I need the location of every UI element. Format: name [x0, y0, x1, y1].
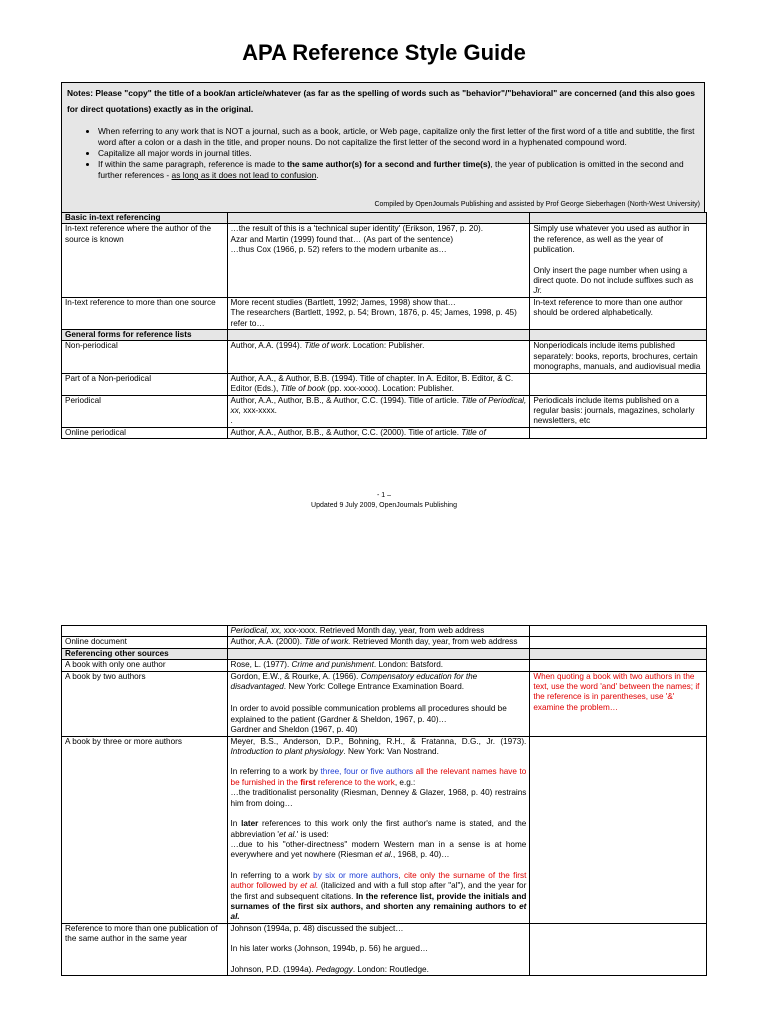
row-example: Author, A.A., Author, B.B., & Author, C.C. (2000). Title of article. Title of: [227, 427, 530, 438]
table-row: [62, 626, 707, 637]
row-example: Johnson (1994a, p. 48) discussed the subject… In his later works (Johnson, 1994b, p. 56) he argued… Johnson, P.D. (1994a). Pedagogy. London: Routledge.: [227, 923, 530, 975]
table-row: [62, 923, 707, 975]
row-label: Online document: [62, 637, 228, 648]
section-header-row: [62, 648, 707, 659]
row-note: In-text reference to more than one author should be ordered alphabetically.: [530, 297, 707, 329]
page-footer: [0, 491, 768, 511]
notes-bullets: [67, 126, 699, 181]
row-example: Author, A.A., Author, B.B., & Author, C.C. (1994). Title of article. Title of Periodical, xx, xxx-xxxx. .: [227, 395, 530, 427]
page-title: APA Reference Style Guide: [242, 40, 526, 65]
row-example: Meyer, B.S., Anderson, D.P., Bohning, R.H., & Fratanna, D.G., Jr. (1973). Introduction to plant physiology. New York: Van Nostrand. In referring to a work by three, four or five authors all the relevant names have to be furnished in the first reference to the work, e.g.: …the traditionalist personality (Riesman, Denney & Glazer, 1968, p. 40) restrains him from doing… In later references to this work only the first author's name is stated, and the abbreviation 'et al.' is used: …due to his "other-directness" modern Western man in a sense is at home everywhere and yet nowhere (Riesman et al., 1968, p. 40)… In referring to a work by six or more authors, cite only the surname of the first author followed by et al. (italicized and with a full stop after "al"), and the year for the first and subsequent citations. In the reference list, provide the initials and surnames of the first six authors, and shorten any remaining authors to et al.: [227, 736, 530, 923]
table-row: [62, 297, 707, 329]
row-example: Author, A.A., & Author, B.B. (1994). Title of chapter. In A. Editor, B. Editor, & C. Editor (Eds.), Title of book (pp. xxx-xxxx). Location: Publisher.: [227, 373, 530, 395]
row-example: More recent studies (Bartlett, 1992; James, 1998) show that… The researchers (Bartlett, 1992, p. 54; Brown, 1876, p. 45; James, 1998, p. 45) refer to…: [227, 297, 530, 329]
row-label: Reference to more than one publication of the same author in the same year: [62, 923, 228, 975]
table-row: [62, 736, 707, 923]
row-label: Part of a Non-periodical: [62, 373, 228, 395]
table-row: [62, 395, 707, 427]
notes-box: [61, 82, 705, 213]
notes-bullet: • Capitalize all major words in journal titles.: [98, 148, 699, 159]
table-row: [62, 373, 707, 395]
updated-note: Updated 9 July 2009, OpenJournals Publishing: [311, 502, 457, 509]
row-label: Online periodical: [62, 427, 228, 438]
notes-bullet: • When referring to any work that is NOT a journal, such as a book, article, or Web page, capitalize only the first letter of the first word of a title and subtitle, the first word after a colon or a dash in the title, and proper nouns. Do not capitalize the first letter of the second word in a hyphenated compound word.: [98, 126, 699, 148]
row-example: Rose, L. (1977). Crime and punishment. London: Batsford.: [227, 660, 530, 671]
section-header-row: [62, 213, 707, 224]
row-label: Periodical: [62, 395, 228, 427]
section-header: Referencing other sources: [62, 648, 228, 659]
notes-heading: Notes: Please "copy" the title of a book/an article/whatever (as far as the spelling of words such as "behavior"/"behavioral" are concerned (and this also goes for direct quotations) exactly as in the original.: [67, 88, 695, 114]
notes-bullet: • If within the same paragraph, reference is made to the same author(s) for a second and further time(s), the year of publication is omitted in the second and further references - as long as it does not lead to confusion.: [98, 159, 699, 181]
row-label: Non-periodical: [62, 341, 228, 373]
row-example: Author, A.A. (2000). Title of work. Retrieved Month day, year, from web address: [227, 637, 530, 648]
row-label: A book with only one author: [62, 660, 228, 671]
row-example: Author, A.A. (1994). Title of work. Location: Publisher.: [227, 341, 530, 373]
row-note: When quoting a book with two authors in the text, use the word 'and' between the names; if the reference is in parentheses, use '&' examine the problem…: [530, 671, 707, 736]
table-row: [62, 224, 707, 297]
row-example: Gordon, E.W., & Rourke, A. (1966). Compensatory education for the disadvantaged. New York: College Entrance Examination Board. In order to avoid possible communication problems all procedures should be explained to the patient (Gardner & Sheldon, 1967, p. 40)… Gardner and Sheldon (1967, p. 40): [227, 671, 530, 736]
table-row: [62, 671, 707, 736]
row-label: A book by two authors: [62, 671, 228, 736]
notes-credit: Compiled by OpenJournals Publishing and assisted by Prof George Sieberhagen (North-West University): [374, 201, 700, 208]
table-row: [62, 341, 707, 373]
section-header: General forms for reference lists: [62, 330, 228, 341]
table-row: [62, 637, 707, 648]
reference-table-1: [61, 212, 707, 439]
section-header-row: [62, 330, 707, 341]
table-row: [62, 427, 707, 438]
section-header: Basic in-text referencing: [62, 213, 228, 224]
row-label: In-text reference to more than one source: [62, 297, 228, 329]
row-example: …the result of this is a 'technical super identity' (Erikson, 1967, p. 20). Azar and Martin (1999) found that… (As part of the sentence) …thus Cox (1966, p. 52) refers to the modern urbanite as…: [227, 224, 530, 297]
row-label: A book by three or more authors: [62, 736, 228, 923]
row-label: In-text reference where the author of the source is known: [62, 224, 228, 297]
row-note: Nonperiodicals include items published separately: books, reports, brochures, certain monographs, manuals, and audiovisual media: [530, 341, 707, 373]
page-number: - 1 –: [376, 492, 391, 499]
row-example: Periodical, xx, xxx-xxxx. Retrieved Month day, year, from web address: [227, 626, 530, 637]
row-note: Periodicals include items published on a regular basis: journals, magazines, scholarly newsletters, etc: [530, 395, 707, 427]
row-note: Simply use whatever you used as author in the reference, as well as the year of publication. Only insert the page number when using a direct quote. Do not include suffixes such as Jr.: [530, 224, 707, 297]
table-row: [62, 660, 707, 671]
reference-table-2: [61, 625, 707, 976]
